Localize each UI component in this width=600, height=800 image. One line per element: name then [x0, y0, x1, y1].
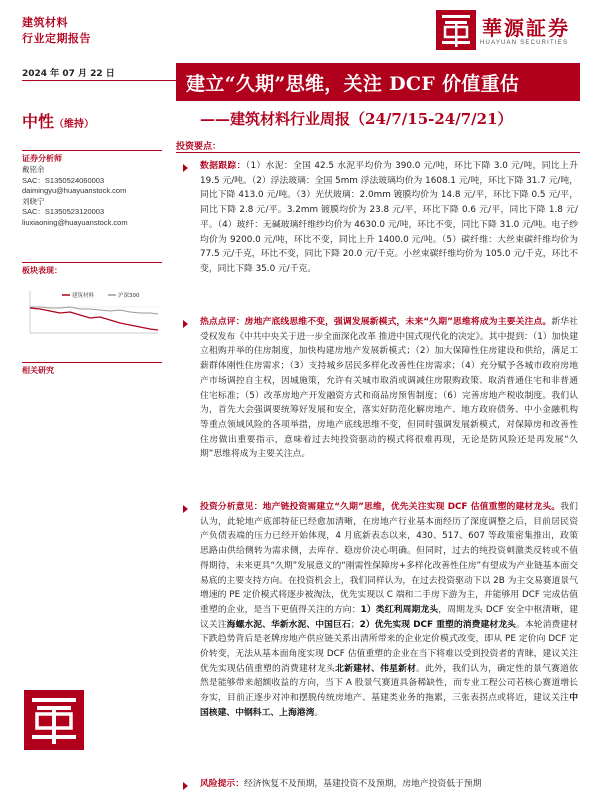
top-strip	[0, 0, 600, 4]
stock-picks-1: 海螺水泥、华新水泥、中国巨石	[226, 619, 351, 630]
company-name-en: HUAYUAN SECURITIES	[480, 40, 569, 46]
sidebar-divider	[22, 150, 162, 151]
analyst-line: 刘晓宁	[22, 196, 45, 206]
investment-body: 。本轮消费建材下跌趋势背后是老牌房地产供应链关系出清所带来的企业定价模式改变，即从 PE 定价向 DCF 定价转变，无法从基本面角度实现 DCF 估值重塑的企业在当下将难以受到投资者的青睐，建议关注优先实现估值重塑的消费建材龙头	[200, 619, 578, 674]
stock-picks-2: 北新建材、伟星新材	[335, 663, 417, 674]
investment-body: ；	[350, 619, 360, 630]
hotspot-heading: 热点点评：房地产底线思维不变，强调发展新模式，未来“久期”思维将成为主要关注点。	[200, 317, 552, 327]
hotspot-body: 新华社受权发布《中共中央关于进一步全面深化改革 推进中国式现代化的决定》。其中提到：（1）加快建立租购并举的住房制度，加快构建房地产发展新模式；（2）加大保障性住房建设和供给，满足工薪群体刚性住房需求；（3）支持城乡居民多样化改善性住房需求；（4）充分赋予各城市政府房地产市场调控自主权，因城施策，允许有关城市取消或调减住房限购政策、取消普通住宅和非普通住宅标准；（5）改革房地产开发融资方式和商品房预售制度；（6）完善房地产税收制度。我们认为，首先大会强调要统筹好发展和安全，落实好防范化解房地产、地方政府债务、中小金融机构等重点领域风险的各项举措，房地产底线思维不变，但同时强调发展新模式，对保障房和改善性住房做出重要指示，意味着过去纯投资驱动的模式将很难再现，无论是防风险还是再发展“久期”思维将成为主要关注点。	[200, 317, 578, 460]
sidebar-divider	[22, 362, 162, 363]
rating	[22, 109, 94, 132]
chart-legend	[62, 291, 140, 299]
investment-body: 我们认为，此轮地产底部特征已经愈加清晰，在房地产行业基本面经历了深度调整之后，目前居民资产负债表端的压力已经开始体现，4 月底新表态以来，430、517、607 等政策密集推出，政策思路由供给侧转为需求侧，去库存、稳房价决心明确。但同时，过去的纯投资刺激类反转或不值得期待，未来更具“久期”发展意义的“刚需性保障房+多样化改善性住房”有望成为产业链基本面交易底的主要支持方向。在投资机会上，我们同样认为，在过去投资驱动下以 2B 为主交易赛道景气增速的 PE 定价模式将逐步被淘汰，优先实现以 C 端和二手房下游为主，并能够用 DCF 完成估值重塑的企业，是当下更值得关注的方向：	[200, 502, 578, 615]
analyst-line: SAC：S1350523120003	[22, 207, 105, 216]
investment-body: 。此外，我们认为，确定性的景气赛道依然是能够带来超额收益的方向，当下 A 股景气赛道具备稀缺性，而专业工程公司若核心赛道增长夯实，目前正逐步对冲和摆脱传统房地产、基建类业务的拖累，三张表拐点或将近，建议关注	[200, 663, 578, 704]
performance-chart	[22, 287, 162, 347]
data-tracking-heading: 数据跟踪：	[200, 161, 246, 171]
report-industry: 建筑材料	[22, 16, 68, 29]
analyst-email[interactable]: liuxiaoning@huayuanstock.com	[22, 217, 128, 227]
analyst-line: 戴铭余	[22, 165, 45, 174]
analyst-list	[22, 165, 128, 228]
risk-paragraph	[200, 777, 578, 792]
report-title: 建立“久期”思维，关注 DCF 价值重估	[186, 73, 520, 95]
analyst-line: SAC：S1350524060003	[22, 175, 105, 185]
bullet-icon	[183, 320, 188, 328]
sidebar-divider	[22, 262, 162, 263]
seal-logo-icon	[24, 690, 84, 750]
investment-heading: 投资分析意见：地产链投资需建立“久期”思维，优先关注实现 DCF 估值重塑的建材龙头。	[200, 502, 561, 512]
bullet-icon	[183, 782, 188, 790]
investment-body: ，周期龙头 DCF 安全中枢清晰，建议关注	[200, 604, 578, 630]
report-date: 2024 年 07 月 22 日	[22, 69, 115, 79]
risk-body: 经济恢复不及预期，基建投资不及预期，房地产投资低于预期	[244, 779, 482, 789]
related-label: 相关研究	[22, 366, 54, 375]
data-tracking-paragraph	[200, 159, 578, 277]
rating-main: 中性	[22, 112, 55, 131]
report-subtitle: ——建筑材料行业周报（24/7/15-24/7/21）	[200, 110, 513, 128]
investment-point-1: 1）类红利周期龙头	[360, 604, 439, 615]
huayuan-logo-icon	[436, 10, 476, 50]
legend-label-0: 建筑材料	[72, 293, 95, 299]
stock-picks-3: 中国核建、中钢科工、上海港湾	[200, 693, 578, 718]
legend-label-1: 沪深300	[118, 293, 140, 299]
chart-label: 板块表现：	[22, 266, 62, 275]
bullet-icon	[183, 505, 188, 513]
investment-point-2: 2）优先实现 DCF 重塑的消费建材龙头	[359, 619, 516, 630]
analyst-email[interactable]: daimingyu@huayuanstock.com	[22, 186, 127, 195]
company-name: 華源証券	[482, 16, 570, 40]
bullet-icon	[183, 164, 188, 172]
section-divider	[176, 152, 580, 153]
section-label: 投资要点：	[176, 142, 222, 152]
risk-heading: 风险提示：	[200, 779, 244, 789]
investment-body: 。	[314, 707, 324, 718]
hotspot-paragraph	[200, 315, 578, 462]
data-tracking-body: （1）水泥：全国 42.5 水泥平均价为 390.0 元/吨，环比下降 3.0 元/吨，同比上升 19.5 元/吨。（2）浮法玻璃：全国 5mm 浮法玻璃均价为 1608.1 元/吨，环比下降 31.7 元/吨，同比下降 413.0 元/吨。（3）光伏玻璃：2.0mm 镀膜均价为 14.8 元/平，环比下降 0.5 元/平，同比下降 2.8 元/平。3.2mm 镀膜均价为 23.8 元/平，环比下降 0.6 元/平，同比下降 1.8 元/平。（4）玻纤：无碱玻璃纤维纱均价为 4630.0 元/吨，环比不变，同比下降 31.0 元/吨。电子纱均价为 9200.0 元/吨，环比不变，同比上升 1400.0 元/吨。（5）碳纤维：大丝束碳纤维均价为 77.5 元/千克，环比不变，同比下降 20.0 元/千克。小丝束碳纤维均价为 105.0 元/千克，环比不变，同比下降 35.0 元/千克。	[200, 161, 578, 274]
investment-paragraph	[200, 500, 578, 721]
series-building-materials	[30, 308, 158, 330]
report-type	[22, 15, 91, 47]
report-kind: 行业定期报告	[22, 32, 91, 45]
analyst-label: 证券分析师	[22, 154, 62, 163]
rating-sub: （维持）	[54, 119, 95, 130]
